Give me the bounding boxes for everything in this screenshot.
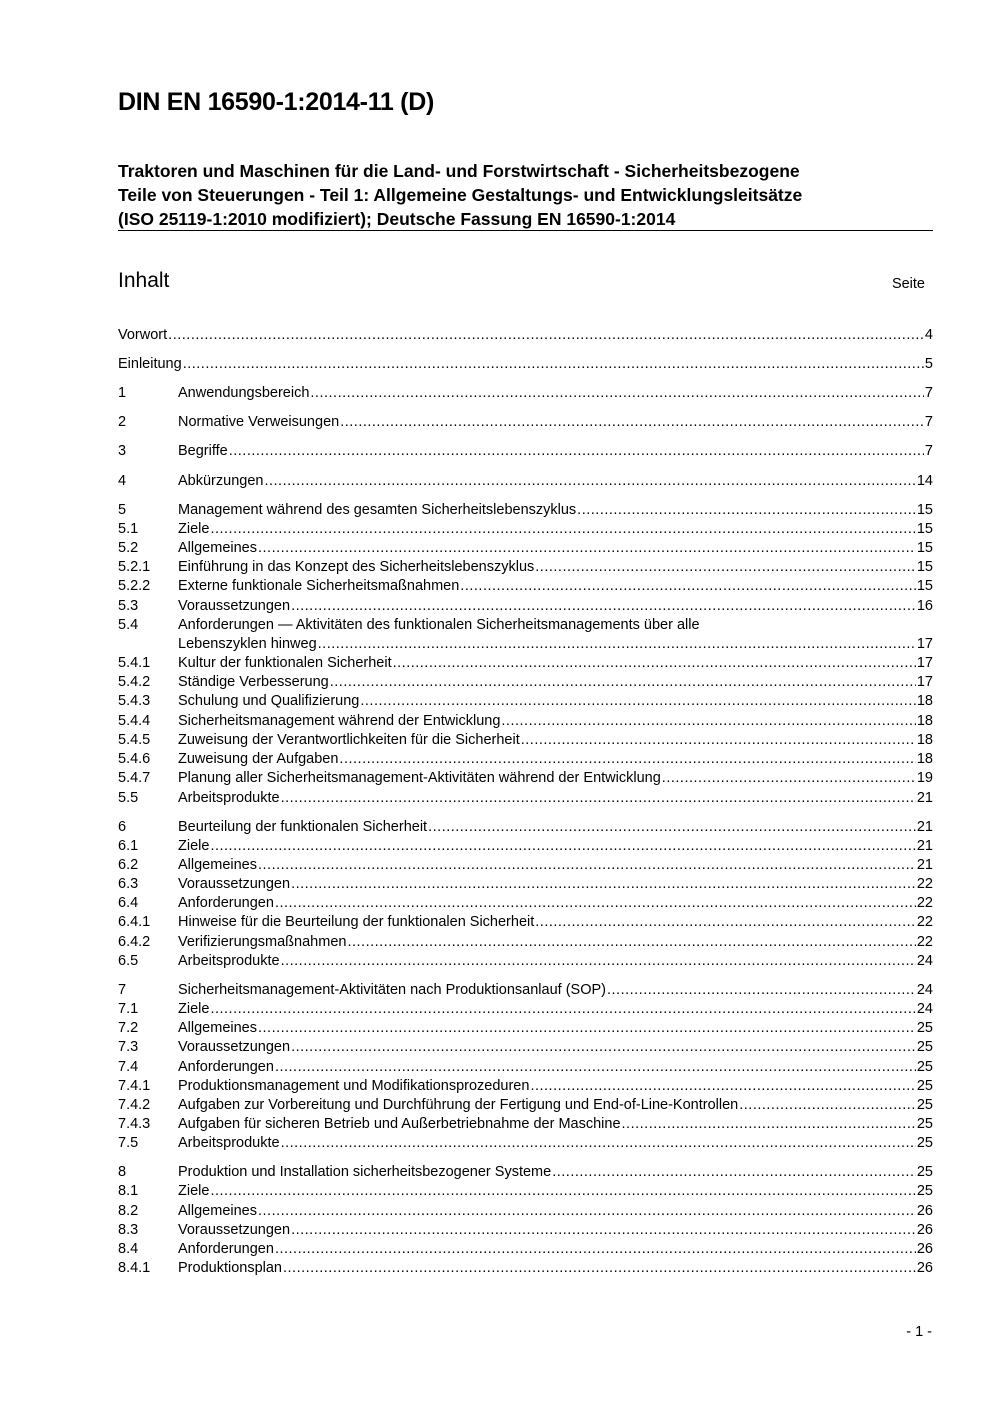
toc-entry-title: Allgemeines xyxy=(178,857,257,873)
toc-entry[interactable] xyxy=(118,501,933,520)
toc-entry-title: Voraussetzungen xyxy=(178,1039,291,1055)
toc-entry-title: Einleitung xyxy=(118,356,182,372)
title-divider xyxy=(118,230,933,231)
toc-entry-title: Zuweisung der Verantwortlichkeiten für die Sicherheit xyxy=(178,732,520,748)
toc-entry[interactable] xyxy=(118,673,933,692)
toc-entry[interactable] xyxy=(118,558,933,577)
toc-leader-dots xyxy=(283,1259,916,1278)
toc-leader-dots xyxy=(229,442,924,461)
toc-entry-page: 22 xyxy=(916,914,933,930)
toc-entry-title: Verifizierungsmaßnahmen xyxy=(178,934,347,950)
toc-leader-dots xyxy=(607,981,916,1000)
toc-leader-dots xyxy=(258,1019,916,1038)
toc-entry-title: Schulung und Qualifizierung xyxy=(178,693,360,709)
toc-leader-dots xyxy=(258,1202,916,1221)
page-column-label: Seite xyxy=(891,276,925,292)
toc-leader-dots xyxy=(339,750,915,769)
document-title: DIN EN 16590-1:2014-11 (D) xyxy=(118,88,434,116)
toc-entry-number: 5.3 xyxy=(118,598,139,614)
toc-entry-number: 8.1 xyxy=(118,1183,139,1199)
toc-entry-page: 21 xyxy=(916,790,933,806)
toc-leader-dots xyxy=(340,413,924,432)
subtitle-line: (ISO 25119-1:2010 modifiziert); Deutsche Fassung EN 16590-1:2014 xyxy=(118,209,676,229)
toc-leader-dots xyxy=(291,875,916,894)
toc-entry-page: 7 xyxy=(924,414,933,430)
toc-entry-page: 22 xyxy=(916,895,933,911)
toc-entry-page: 15 xyxy=(916,502,933,518)
toc-entry-number: 5.4 xyxy=(118,617,139,633)
toc-entry-number: 7 xyxy=(118,982,127,998)
toc-leader-dots xyxy=(275,894,916,913)
toc-entry[interactable] xyxy=(118,442,933,461)
toc-entry-number: 7.4.1 xyxy=(118,1078,151,1094)
toc-entry[interactable] xyxy=(118,1077,933,1096)
toc-entry-title: Normative Verweisungen xyxy=(178,414,340,430)
toc-entry[interactable] xyxy=(118,1096,933,1115)
toc-entry-title: Begriffe xyxy=(178,443,228,459)
toc-entry-page: 18 xyxy=(916,693,933,709)
toc-entry-page: 25 xyxy=(916,1183,933,1199)
toc-entry-number: 7.1 xyxy=(118,1001,139,1017)
toc-entry-number: 5.4.7 xyxy=(118,770,151,786)
toc-entry-page: 7 xyxy=(924,443,933,459)
toc-leader-dots xyxy=(291,1221,916,1240)
toc-entry-number: 7.4.3 xyxy=(118,1116,151,1132)
toc-entry-page: 14 xyxy=(916,473,933,489)
toc-entry-title: Lebenszyklen hinweg xyxy=(178,636,317,652)
toc-entry[interactable] xyxy=(118,616,933,635)
toc-entry-number: 6.4 xyxy=(118,895,139,911)
toc-entry[interactable] xyxy=(118,837,933,856)
toc-entry-number: 5.4.4 xyxy=(118,713,151,729)
toc-entry-number: 7.3 xyxy=(118,1039,139,1055)
toc-entry-page: 17 xyxy=(916,674,933,690)
toc-leader-dots xyxy=(739,1096,916,1115)
toc-entry-page: 22 xyxy=(916,934,933,950)
toc-entry-title: Voraussetzungen xyxy=(178,598,291,614)
toc-entry-title: Produktionsmanagement und Modifikationsprozeduren xyxy=(178,1078,530,1094)
toc-entry-number: 4 xyxy=(118,473,127,489)
toc-entry[interactable] xyxy=(118,1259,933,1278)
toc-entry[interactable] xyxy=(118,952,933,971)
toc-entry[interactable] xyxy=(118,1221,933,1240)
toc-entry[interactable] xyxy=(118,1038,933,1057)
toc-entry-page: 5 xyxy=(924,356,933,372)
toc-leader-dots xyxy=(330,673,916,692)
toc-entry[interactable] xyxy=(118,1019,933,1038)
toc-leader-dots xyxy=(281,952,916,971)
toc-entry[interactable] xyxy=(118,635,933,654)
toc-entry[interactable] xyxy=(118,1058,933,1077)
toc-leader-dots xyxy=(521,731,916,750)
toc-entry-title: Allgemeines xyxy=(178,1203,257,1219)
toc-entry-page: 26 xyxy=(916,1203,933,1219)
toc-entry-page: 25 xyxy=(916,1059,933,1075)
toc-leader-dots xyxy=(183,355,924,374)
toc-entry-title: Produktionsplan xyxy=(178,1260,282,1276)
toc-entry[interactable] xyxy=(118,326,933,345)
toc-entry-number: 6.5 xyxy=(118,953,139,969)
toc-leader-dots xyxy=(662,769,916,788)
toc-entry-page: 17 xyxy=(916,636,933,652)
toc-entry-number: 6.4.1 xyxy=(118,914,151,930)
toc-entry-page: 25 xyxy=(916,1078,933,1094)
toc-entry[interactable] xyxy=(118,355,933,374)
toc-entry-title: Planung aller Sicherheitsmanagement-Aktivitäten während der Entwicklung xyxy=(178,770,661,786)
toc-leader-dots xyxy=(622,1115,916,1134)
toc-entry-number: 1 xyxy=(118,385,127,401)
toc-leader-dots xyxy=(360,692,915,711)
toc-entry-number: 5.4.1 xyxy=(118,655,151,671)
toc-entry-title: Arbeitsprodukte xyxy=(178,1135,280,1151)
toc-entry-page: 7 xyxy=(924,385,933,401)
toc-leader-dots xyxy=(552,1163,916,1182)
toc-entry-page: 21 xyxy=(916,857,933,873)
toc-entry-number: 8.4 xyxy=(118,1241,139,1257)
toc-entry-number: 5.4.2 xyxy=(118,674,151,690)
toc-entry-page: 25 xyxy=(916,1097,933,1113)
toc-entry[interactable] xyxy=(118,1240,933,1259)
toc-entry-page: 18 xyxy=(916,713,933,729)
toc-entry-page: 21 xyxy=(916,819,933,835)
toc-entry-title: Hinweise für die Beurteilung der funktionalen Sicherheit xyxy=(178,914,535,930)
toc-entry[interactable] xyxy=(118,712,933,731)
toc-entry[interactable] xyxy=(118,472,933,491)
toc-leader-dots xyxy=(428,818,916,837)
toc-entry-title: Sicherheitsmanagement-Aktivitäten nach Produktionsanlauf (SOP) xyxy=(178,982,606,998)
toc-entry[interactable] xyxy=(118,384,933,403)
toc-entry[interactable] xyxy=(118,750,933,769)
toc-leader-dots xyxy=(275,1058,916,1077)
toc-entry[interactable] xyxy=(118,577,933,596)
toc-entry-page: 21 xyxy=(916,838,933,854)
toc-entry-page: 4 xyxy=(924,327,933,343)
toc-entry-page: 26 xyxy=(916,1241,933,1257)
toc-leader-dots xyxy=(264,472,915,491)
toc-entry-title: Anforderungen xyxy=(178,895,274,911)
toc-entry-page: 15 xyxy=(916,521,933,537)
toc-entry-title: Anforderungen — Aktivitäten des funktionalen Sicherheitsmanagements über alle xyxy=(178,617,700,633)
toc-heading: Inhalt xyxy=(118,269,170,292)
toc-entry-number: 5.1 xyxy=(118,521,139,537)
toc-entry-number: 8.2 xyxy=(118,1203,139,1219)
toc-entry-title: Anforderungen xyxy=(178,1059,274,1075)
toc-entry[interactable] xyxy=(118,894,933,913)
toc-entry-page: 15 xyxy=(916,559,933,575)
toc-entry[interactable] xyxy=(118,1134,933,1153)
toc-entry-number: 8 xyxy=(118,1164,127,1180)
toc-entry[interactable] xyxy=(118,1202,933,1221)
toc-entry-page: 24 xyxy=(916,982,933,998)
toc-entry-number: 5.4.5 xyxy=(118,732,151,748)
toc-entry-page: 24 xyxy=(916,953,933,969)
toc-leader-dots xyxy=(347,933,915,952)
toc-entry-title: Externe funktionale Sicherheitsmaßnahmen xyxy=(178,578,460,594)
toc-leader-dots xyxy=(210,1182,915,1201)
toc-entry[interactable] xyxy=(118,913,933,932)
toc-entry-number: 5.4.6 xyxy=(118,751,151,767)
toc-entry-page: 15 xyxy=(916,540,933,556)
toc-entry-title: Voraussetzungen xyxy=(178,876,291,892)
toc-entry[interactable] xyxy=(118,1182,933,1201)
toc-entry-title: Management während des gesamten Sicherheitslebenszyklus xyxy=(178,502,577,518)
toc-leader-dots xyxy=(501,712,915,731)
toc-leader-dots xyxy=(210,520,915,539)
toc-entry[interactable] xyxy=(118,789,933,808)
toc-entry[interactable] xyxy=(118,769,933,788)
toc-leader-dots xyxy=(291,1038,916,1057)
toc-entry-title: Ziele xyxy=(178,838,210,854)
toc-entry[interactable] xyxy=(118,818,933,837)
toc-leader-dots xyxy=(318,635,916,654)
toc-entry[interactable] xyxy=(118,520,933,539)
toc-entry-title: Anforderungen xyxy=(178,1241,274,1257)
toc-entry-title: Vorwort xyxy=(118,327,168,343)
toc-entry-number: 5.2.1 xyxy=(118,559,151,575)
toc-entry[interactable] xyxy=(118,731,933,750)
toc-entry-title: Arbeitsprodukte xyxy=(178,953,280,969)
subtitle-line: Teile von Steuerungen - Teil 1: Allgemeine Gestaltungs- und Entwicklungsleitsätze xyxy=(118,185,803,205)
toc-entry-title: Sicherheitsmanagement während der Entwicklung xyxy=(178,713,501,729)
toc-entry-title: Zuweisung der Aufgaben xyxy=(178,751,339,767)
toc-entry[interactable] xyxy=(118,856,933,875)
toc-leader-dots xyxy=(535,913,916,932)
toc-leader-dots xyxy=(291,597,916,616)
toc-leader-dots xyxy=(210,837,915,856)
toc-entry-page: 25 xyxy=(916,1116,933,1132)
toc-entry[interactable] xyxy=(118,692,933,711)
toc-entry-title: Ziele xyxy=(178,1001,210,1017)
toc-leader-dots xyxy=(210,1000,915,1019)
toc-entry-title: Aufgaben zur Vorbereitung und Durchführung der Fertigung und End-of-Line-Kontrollen xyxy=(178,1097,739,1113)
toc-entry-number: 6 xyxy=(118,819,127,835)
toc-entry-title: Anwendungsbereich xyxy=(178,385,310,401)
toc-entry[interactable] xyxy=(118,875,933,894)
toc-leader-dots xyxy=(281,789,916,808)
toc-entry-page: 16 xyxy=(916,598,933,614)
footer-page-number: - 1 - xyxy=(906,1324,932,1340)
toc-leader-dots xyxy=(310,384,924,403)
toc-entry[interactable] xyxy=(118,1115,933,1134)
toc-entry-number: 6.2 xyxy=(118,857,139,873)
toc-entry-page: 15 xyxy=(916,578,933,594)
toc-leader-dots xyxy=(258,539,916,558)
toc-entry[interactable] xyxy=(118,1163,933,1182)
toc-entry-number: 7.4 xyxy=(118,1059,139,1075)
toc-leader-dots xyxy=(258,856,916,875)
toc-entry-title: Ziele xyxy=(178,521,210,537)
toc-entry-title: Kultur der funktionalen Sicherheit xyxy=(178,655,392,671)
toc-entry-number: 5.2.2 xyxy=(118,578,151,594)
document-subtitle xyxy=(118,159,933,231)
toc-entry-page: 18 xyxy=(916,732,933,748)
toc-entry-page: 26 xyxy=(916,1260,933,1276)
toc-entry-number: 6.1 xyxy=(118,838,139,854)
toc-entry-page: 18 xyxy=(916,751,933,767)
toc-entry-number: 6.4.2 xyxy=(118,934,151,950)
toc-entry[interactable] xyxy=(118,981,933,1000)
toc-entry-number: 2 xyxy=(118,414,127,430)
toc-entry-page: 25 xyxy=(916,1020,933,1036)
toc-entry-number: 5.4.3 xyxy=(118,693,151,709)
toc-entry-title: Aufgaben für sicheren Betrieb und Außerbetriebnahme der Maschine xyxy=(178,1116,621,1132)
toc-leader-dots xyxy=(577,501,916,520)
toc-entry-title: Voraussetzungen xyxy=(178,1222,291,1238)
toc-entry[interactable] xyxy=(118,413,933,432)
toc-entry-page: 19 xyxy=(916,770,933,786)
toc-entry-number: 7.5 xyxy=(118,1135,139,1151)
toc-entry-title: Ziele xyxy=(178,1183,210,1199)
toc-leader-dots xyxy=(393,654,916,673)
toc-entry-number: 7.4.2 xyxy=(118,1097,151,1113)
toc-leader-dots xyxy=(535,558,916,577)
toc-entry-page: 25 xyxy=(916,1039,933,1055)
toc-entry-page: 17 xyxy=(916,655,933,671)
toc-entry-page: 26 xyxy=(916,1222,933,1238)
toc-leader-dots xyxy=(275,1240,916,1259)
toc-entry[interactable] xyxy=(118,539,933,558)
toc-entry[interactable] xyxy=(118,654,933,673)
toc-leader-dots xyxy=(281,1134,916,1153)
toc-entry-title: Einführung in das Konzept des Sicherheitslebenszyklus xyxy=(178,559,535,575)
toc-entry-number: 5 xyxy=(118,502,127,518)
toc-entry-number: 6.3 xyxy=(118,876,139,892)
toc-entry-page: 25 xyxy=(916,1135,933,1151)
toc-entry-page: 22 xyxy=(916,876,933,892)
subtitle-line: Traktoren und Maschinen für die Land- und Forstwirtschaft - Sicherheitsbezogene xyxy=(118,161,800,181)
toc-leader-dots xyxy=(168,326,924,345)
toc-entry-title: Abkürzungen xyxy=(178,473,264,489)
toc-entry-title: Arbeitsprodukte xyxy=(178,790,280,806)
toc-entry-number: 8.3 xyxy=(118,1222,139,1238)
toc-entry-number: 3 xyxy=(118,443,127,459)
toc-entry-title: Allgemeines xyxy=(178,1020,257,1036)
toc-entry-number: 7.2 xyxy=(118,1020,139,1036)
toc-entry-number: 5.5 xyxy=(118,790,139,806)
toc-leader-dots xyxy=(530,1077,915,1096)
toc-entry-title: Allgemeines xyxy=(178,540,257,556)
toc-entry-title: Ständige Verbesserung xyxy=(178,674,329,690)
toc-entry[interactable] xyxy=(118,933,933,952)
toc-entry-number: 5.2 xyxy=(118,540,139,556)
toc-entry[interactable] xyxy=(118,597,933,616)
toc-entry-title: Produktion und Installation sicherheitsbezogener Systeme xyxy=(178,1164,552,1180)
toc-entry-number: 8.4.1 xyxy=(118,1260,151,1276)
toc-leader-dots xyxy=(460,577,916,596)
toc-entry-title: Beurteilung der funktionalen Sicherheit xyxy=(178,819,428,835)
toc-entry[interactable] xyxy=(118,1000,933,1019)
toc-entry-page: 24 xyxy=(916,1001,933,1017)
toc-entry-page: 25 xyxy=(916,1164,933,1180)
